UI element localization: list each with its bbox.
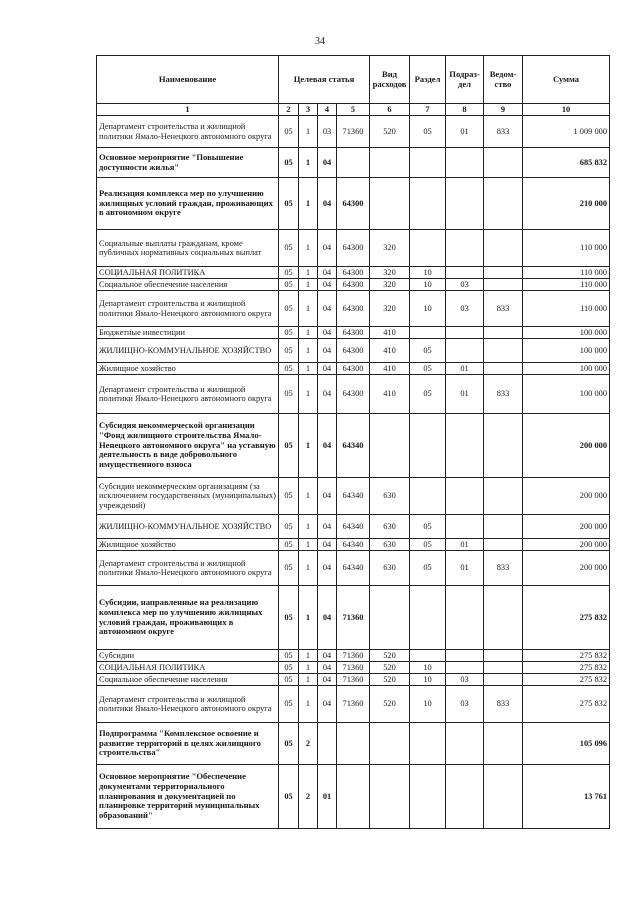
cell-program: 05 (279, 686, 299, 723)
cell-measure: 04 (318, 375, 337, 414)
cell-department: 833 (484, 291, 523, 327)
cell-measure: 04 (318, 230, 337, 267)
cell-name: Субсидия некоммерческой организации "Фонд жилищного строительства Ямало-Ненецкого автономного округа" на уставную деятельность в виде добровольного имущественного взноса (97, 414, 279, 478)
cell-amount: 13 761 (523, 765, 610, 829)
table-row (97, 267, 610, 279)
cell-subsection: 01 (446, 551, 484, 586)
cell-expense-type (370, 723, 410, 765)
table-row (97, 414, 610, 478)
cell-measure: 04 (318, 586, 337, 650)
cell-subprogram: 1 (299, 291, 318, 327)
cell-section: 05 (410, 515, 446, 539)
cell-expense-type: 320 (370, 230, 410, 267)
cell-direction (337, 148, 370, 178)
table-row (97, 650, 610, 662)
cell-subsection: 03 (446, 686, 484, 723)
table-row (97, 230, 610, 267)
cell-direction: 64300 (337, 339, 370, 363)
cell-name: Субсидии, направленные на реализацию комплекса мер по улучшению жилищных условий граждан, проживающих в автономном округе (97, 586, 279, 650)
header-department: Ведом-ство (484, 56, 523, 104)
cell-subsection (446, 478, 484, 515)
cell-amount: 1 009 000 (523, 116, 610, 148)
cell-amount: 105 096 (523, 723, 610, 765)
cell-department (484, 539, 523, 551)
cell-department: 833 (484, 116, 523, 148)
cell-amount: 275 832 (523, 686, 610, 723)
cell-program: 05 (279, 723, 299, 765)
column-number: 6 (370, 104, 410, 116)
cell-expense-type: 410 (370, 339, 410, 363)
cell-section: 10 (410, 674, 446, 686)
cell-expense-type: 520 (370, 650, 410, 662)
cell-section: 10 (410, 267, 446, 279)
cell-section: 10 (410, 686, 446, 723)
cell-section: 10 (410, 662, 446, 674)
cell-section (410, 327, 446, 339)
cell-measure: 04 (318, 662, 337, 674)
cell-department (484, 363, 523, 375)
cell-subsection (446, 148, 484, 178)
cell-amount: 275 832 (523, 674, 610, 686)
cell-section: 05 (410, 375, 446, 414)
cell-amount: 275 832 (523, 586, 610, 650)
cell-expense-type: 520 (370, 116, 410, 148)
cell-expense-type: 320 (370, 279, 410, 291)
column-number: 2 (279, 104, 299, 116)
cell-section (410, 178, 446, 230)
cell-subsection: 03 (446, 674, 484, 686)
table-row (97, 178, 610, 230)
cell-department: 833 (484, 686, 523, 723)
cell-expense-type: 410 (370, 375, 410, 414)
cell-amount: 100 000 (523, 375, 610, 414)
cell-subprogram: 1 (299, 363, 318, 375)
cell-program: 05 (279, 478, 299, 515)
cell-department (484, 230, 523, 267)
cell-department (484, 327, 523, 339)
cell-measure: 04 (318, 267, 337, 279)
cell-subprogram: 1 (299, 267, 318, 279)
cell-direction: 71360 (337, 586, 370, 650)
cell-program: 05 (279, 539, 299, 551)
cell-expense-type: 630 (370, 515, 410, 539)
cell-program: 05 (279, 178, 299, 230)
cell-name: Департамент строительства и жилищной политики Ямало-Ненецкого автономного округа (97, 291, 279, 327)
cell-expense-type: 320 (370, 267, 410, 279)
cell-name: СОЦИАЛЬНАЯ ПОЛИТИКА (97, 662, 279, 674)
cell-expense-type: 520 (370, 674, 410, 686)
cell-subprogram: 1 (299, 230, 318, 267)
cell-department (484, 478, 523, 515)
cell-measure: 03 (318, 116, 337, 148)
cell-section (410, 230, 446, 267)
cell-subsection: 03 (446, 279, 484, 291)
cell-subsection (446, 327, 484, 339)
cell-program: 05 (279, 339, 299, 363)
cell-program: 05 (279, 363, 299, 375)
cell-section: 05 (410, 116, 446, 148)
cell-amount: 200 000 (523, 539, 610, 551)
cell-name: Бюджетные инвестиции (97, 327, 279, 339)
cell-subsection (446, 765, 484, 829)
cell-amount: 100 000 (523, 363, 610, 375)
cell-amount: 200 000 (523, 478, 610, 515)
header-name: Наименование (97, 56, 279, 104)
cell-expense-type: 520 (370, 662, 410, 674)
header-amount: Сумма (523, 56, 610, 104)
cell-subprogram: 1 (299, 650, 318, 662)
column-number: 5 (337, 104, 370, 116)
cell-program: 05 (279, 662, 299, 674)
cell-amount: 200 000 (523, 414, 610, 478)
table-row (97, 539, 610, 551)
cell-program: 05 (279, 414, 299, 478)
cell-name: Основное мероприятие "Обеспечение документами территориального планирования и документацией по планировке территорий муниципальных образований" (97, 765, 279, 829)
cell-name: Подпрограмма "Комплексное освоение и развитие территорий в целях жилищного строительства" (97, 723, 279, 765)
cell-expense-type (370, 586, 410, 650)
cell-section (410, 148, 446, 178)
cell-expense-type: 630 (370, 551, 410, 586)
header-target-article: Целевая статья (279, 56, 370, 104)
table-row (97, 148, 610, 178)
cell-subprogram: 1 (299, 327, 318, 339)
cell-subprogram: 1 (299, 178, 318, 230)
cell-subprogram: 2 (299, 765, 318, 829)
cell-direction: 64300 (337, 178, 370, 230)
cell-direction: 64300 (337, 327, 370, 339)
cell-department (484, 650, 523, 662)
table-row (97, 515, 610, 539)
cell-program: 05 (279, 515, 299, 539)
table-row (97, 686, 610, 723)
cell-program: 05 (279, 116, 299, 148)
cell-direction: 71360 (337, 650, 370, 662)
cell-department: 833 (484, 375, 523, 414)
cell-name: Субсидии (97, 650, 279, 662)
cell-department: 833 (484, 551, 523, 586)
table-row (97, 478, 610, 515)
cell-subprogram: 1 (299, 674, 318, 686)
cell-expense-type (370, 148, 410, 178)
cell-expense-type: 630 (370, 539, 410, 551)
cell-subprogram: 1 (299, 686, 318, 723)
cell-subprogram: 1 (299, 148, 318, 178)
cell-program: 05 (279, 586, 299, 650)
cell-subprogram: 2 (299, 723, 318, 765)
column-number: 3 (299, 104, 318, 116)
cell-name: Субсидии некоммерческим организациям (за исключением государственных (муниципальных) учреждений) (97, 478, 279, 515)
cell-name: Социальное обеспечение населения (97, 674, 279, 686)
column-number: 8 (446, 104, 484, 116)
cell-program: 05 (279, 551, 299, 586)
cell-direction (337, 723, 370, 765)
cell-section (410, 650, 446, 662)
table-row (97, 327, 610, 339)
cell-measure: 04 (318, 478, 337, 515)
header-subsection: Подраз-дел (446, 56, 484, 104)
cell-name: Жилищное хозяйство (97, 539, 279, 551)
table-row (97, 116, 610, 148)
cell-direction: 64300 (337, 375, 370, 414)
cell-department (484, 178, 523, 230)
cell-amount: 110 000 (523, 230, 610, 267)
cell-name: Основное мероприятие "Повышение доступности жилья" (97, 148, 279, 178)
cell-subsection (446, 650, 484, 662)
cell-department (484, 723, 523, 765)
cell-name: ЖИЛИЩНО-КОММУНАЛЬНОЕ ХОЗЯЙСТВО (97, 339, 279, 363)
cell-subsection (446, 723, 484, 765)
cell-section (410, 478, 446, 515)
cell-subsection (446, 414, 484, 478)
cell-program: 05 (279, 148, 299, 178)
cell-program: 05 (279, 674, 299, 686)
cell-subsection: 03 (446, 291, 484, 327)
cell-section (410, 723, 446, 765)
table-row (97, 765, 610, 829)
cell-subprogram: 1 (299, 515, 318, 539)
cell-measure: 04 (318, 539, 337, 551)
table-row (97, 586, 610, 650)
cell-department (484, 662, 523, 674)
cell-amount: 275 832 (523, 650, 610, 662)
cell-expense-type: 520 (370, 686, 410, 723)
table-row (97, 363, 610, 375)
cell-expense-type: 410 (370, 363, 410, 375)
page-number: 34 (315, 36, 325, 47)
cell-subprogram: 1 (299, 279, 318, 291)
cell-measure: 04 (318, 291, 337, 327)
cell-section: 10 (410, 291, 446, 327)
cell-subsection (446, 586, 484, 650)
cell-program: 05 (279, 327, 299, 339)
cell-measure: 04 (318, 686, 337, 723)
cell-direction: 64300 (337, 291, 370, 327)
header-section: Раздел (410, 56, 446, 104)
cell-direction: 64340 (337, 515, 370, 539)
cell-direction: 64340 (337, 478, 370, 515)
cell-program: 05 (279, 230, 299, 267)
cell-subprogram: 1 (299, 586, 318, 650)
cell-amount: 110 000 (523, 267, 610, 279)
budget-rows (97, 116, 610, 829)
cell-direction: 64300 (337, 230, 370, 267)
cell-section (410, 414, 446, 478)
cell-section: 05 (410, 551, 446, 586)
cell-subprogram: 1 (299, 478, 318, 515)
cell-department (484, 279, 523, 291)
cell-measure: 04 (318, 279, 337, 291)
cell-subprogram: 1 (299, 339, 318, 363)
cell-section (410, 586, 446, 650)
cell-direction: 71360 (337, 662, 370, 674)
cell-direction: 71360 (337, 674, 370, 686)
column-number: 1 (97, 104, 279, 116)
column-number: 9 (484, 104, 523, 116)
column-number-row (97, 104, 610, 116)
cell-program: 05 (279, 375, 299, 414)
cell-subsection: 01 (446, 375, 484, 414)
cell-department (484, 515, 523, 539)
cell-measure: 04 (318, 414, 337, 478)
cell-expense-type: 410 (370, 327, 410, 339)
cell-section (410, 765, 446, 829)
cell-measure: 04 (318, 551, 337, 586)
table-row (97, 662, 610, 674)
cell-subsection (446, 515, 484, 539)
cell-name: ЖИЛИЩНО-КОММУНАЛЬНОЕ ХОЗЯЙСТВО (97, 515, 279, 539)
cell-expense-type: 320 (370, 291, 410, 327)
cell-amount: 110 000 (523, 279, 610, 291)
cell-expense-type (370, 178, 410, 230)
header-expense-type: Вид расходов (370, 56, 410, 104)
cell-name: СОЦИАЛЬНАЯ ПОЛИТИКА (97, 267, 279, 279)
cell-subsection (446, 339, 484, 363)
cell-amount: 100 000 (523, 339, 610, 363)
cell-name: Департамент строительства и жилищной политики Ямало-Ненецкого автономного округа (97, 375, 279, 414)
cell-amount: 685 832 (523, 148, 610, 178)
cell-name: Департамент строительства и жилищной политики Ямало-Ненецкого автономного округа (97, 116, 279, 148)
cell-measure: 04 (318, 363, 337, 375)
cell-name: Жилищное хозяйство (97, 363, 279, 375)
cell-program: 05 (279, 650, 299, 662)
cell-amount: 200 000 (523, 551, 610, 586)
table-row (97, 723, 610, 765)
cell-measure: 04 (318, 515, 337, 539)
cell-department (484, 339, 523, 363)
cell-direction: 64340 (337, 414, 370, 478)
cell-department (484, 148, 523, 178)
cell-section: 05 (410, 363, 446, 375)
cell-name: Социальное обеспечение населения (97, 279, 279, 291)
cell-subsection: 01 (446, 539, 484, 551)
cell-measure: 04 (318, 178, 337, 230)
cell-program: 05 (279, 765, 299, 829)
cell-direction: 64300 (337, 279, 370, 291)
cell-department (484, 765, 523, 829)
cell-subsection: 01 (446, 363, 484, 375)
cell-subprogram: 1 (299, 662, 318, 674)
cell-expense-type: 630 (370, 478, 410, 515)
cell-name: Социальные выплаты гражданам, кроме публичных нормативных социальных выплат (97, 230, 279, 267)
cell-direction: 71360 (337, 686, 370, 723)
cell-subsection (446, 267, 484, 279)
cell-section: 05 (410, 539, 446, 551)
cell-department (484, 267, 523, 279)
table-header-row (97, 56, 610, 104)
cell-amount: 110 000 (523, 291, 610, 327)
cell-measure: 04 (318, 674, 337, 686)
cell-name: Реализация комплекса мер по улучшению жилищных условий граждан, проживающих в автономном округе (97, 178, 279, 230)
cell-expense-type (370, 765, 410, 829)
cell-department (484, 674, 523, 686)
column-number: 4 (318, 104, 337, 116)
cell-measure: 04 (318, 339, 337, 363)
cell-section: 05 (410, 339, 446, 363)
cell-direction: 64300 (337, 363, 370, 375)
cell-amount: 100 000 (523, 327, 610, 339)
table-row (97, 375, 610, 414)
cell-program: 05 (279, 279, 299, 291)
cell-subsection (446, 662, 484, 674)
table-row (97, 551, 610, 586)
cell-department (484, 586, 523, 650)
cell-direction: 71360 (337, 116, 370, 148)
cell-measure: 04 (318, 650, 337, 662)
table-row (97, 674, 610, 686)
cell-amount: 275 832 (523, 662, 610, 674)
cell-section: 10 (410, 279, 446, 291)
cell-subsection (446, 230, 484, 267)
cell-direction: 64340 (337, 539, 370, 551)
cell-name: Департамент строительства и жилищной политики Ямало-Ненецкого автономного округа (97, 551, 279, 586)
cell-amount: 210 000 (523, 178, 610, 230)
column-number: 10 (523, 104, 610, 116)
cell-subprogram: 1 (299, 375, 318, 414)
cell-measure: 01 (318, 765, 337, 829)
table-row (97, 291, 610, 327)
cell-program: 05 (279, 291, 299, 327)
cell-direction (337, 765, 370, 829)
cell-subprogram: 1 (299, 116, 318, 148)
table-row (97, 339, 610, 363)
cell-subprogram: 1 (299, 551, 318, 586)
cell-measure: 04 (318, 327, 337, 339)
cell-subprogram: 1 (299, 414, 318, 478)
cell-subprogram: 1 (299, 539, 318, 551)
cell-program: 05 (279, 267, 299, 279)
cell-subsection: 01 (446, 116, 484, 148)
cell-direction: 64300 (337, 267, 370, 279)
cell-amount: 200 000 (523, 515, 610, 539)
cell-name: Департамент строительства и жилищной политики Ямало-Ненецкого автономного округа (97, 686, 279, 723)
cell-expense-type (370, 414, 410, 478)
cell-measure: 04 (318, 148, 337, 178)
table-row (97, 279, 610, 291)
cell-direction: 64340 (337, 551, 370, 586)
cell-department (484, 414, 523, 478)
cell-measure (318, 723, 337, 765)
column-number: 7 (410, 104, 446, 116)
cell-subsection (446, 178, 484, 230)
budget-table (96, 55, 610, 829)
